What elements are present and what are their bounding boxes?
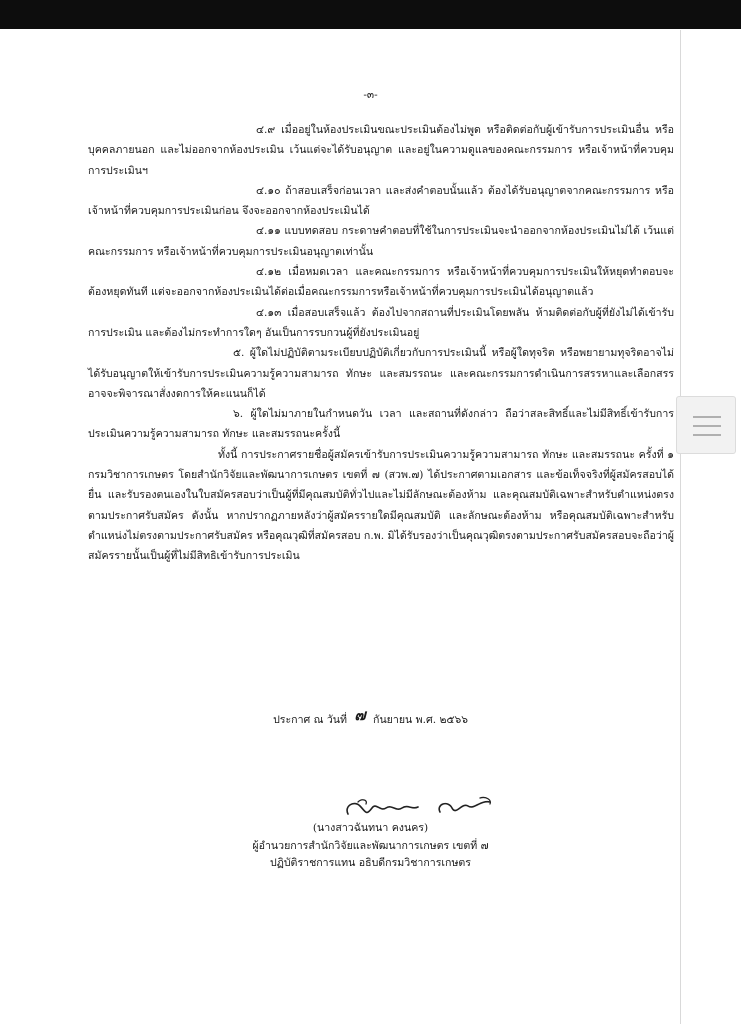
paragraph-conclusion: ทั้งนี้ การประกาศรายชื่อผู้สมัครเข้ารับการประเมินความรู้ความสามารถ ทักษะ และสมรรถนะ ครั้งที่ ๑ กรมวิชาการเกษตร โดยสำนักวิจัยและพัฒนาการเกษตร เขตที่ ๗ (สวพ.๗) ได้ประกาศตามเอกสาร และข้อเท็จจริงที่ผู้สมัครสอบได้ยื่น และรับรองตนเองในใบสมัครสอบว่าเป็นผู้ที่มีคุณสมบัติทั่วไปและไม่มีลักษณะต้องห้าม และคุณสมบัติเฉพาะสำหรับตำแหน่งตรงตามประกาศรับสมัคร ดังนั้น หากปรากฏภายหลังว่าผู้สมัครรายใดมีคุณสมบัติ และลักษณะต้องห้าม หรือคุณสมบัติเฉพาะสำหรับตำแหน่งไม่ตรงตามประกาศรับสมัคร หรือคุณวุฒิที่สมัครสอบ ก.พ. มิได้รับรองว่าเป็นคุณวุฒิตรงตามประกาศรับสมัครสอบจะถือว่าผู้สมัครรายนั้นเป็นผู้ที่ไม่มีสิทธิเข้ารับการประเมิน [88,448,674,563]
menu-bar-top [693,416,721,418]
paragraph-4-10: ๔.๑๐ ถ้าสอบเสร็จก่อนเวลา และส่งคำตอบนั้นแล้ว ต้องได้รับอนุญาตจากคณะกรรมการ หรือเจ้าหน้าที่ควบคุมการประเมินก่อน จึงจะออกจากห้องประเมินได้ [88,184,674,218]
announcement-date-suffix: กันยายน พ.ศ. ๒๕๖๖ [373,714,468,726]
viewer-top-bar [0,0,741,29]
page-edge-divider [680,30,681,1024]
paragraph-4-11: ๔.๑๑ แบบทดสอบ กระดาษคำตอบที่ใช้ในการประเมินจะนำออกจากห้องประเมินไม่ได้ เว้นแต่คณะกรรมการ หรือเจ้าหน้าที่ควบคุมการประเมินอนุญาตเท่านั้น [88,225,674,258]
document-body [88,120,674,567]
menu-bar-middle [693,425,721,427]
menu-bar-bottom [693,434,721,436]
signatory-name: (นางสาวฉันทนา คงนคร) [312,822,429,834]
announcement-date [0,706,741,730]
page-number: -๓- [363,89,378,101]
signatory-block [0,820,741,873]
signatory-acting-for: ปฏิบัติราชการแทน อธิบดีกรมวิชาการเกษตร [270,857,471,869]
paragraph-4-13: ๔.๑๓ เมื่อสอบเสร็จแล้ว ต้องไปจากสถานที่ประเมินโดยพลัน ห้ามติดต่อกับผู้ที่ยังไม่ได้เข้ารับการประเมิน และต้องไม่กระทำการใดๆ อันเป็นการรบกวนผู้ที่ยังประเมินอยู่ [88,306,674,339]
paragraph-4-9: ๔.๙ เมื่ออยู่ในห้องประเมินขณะประเมินต้องไม่พูด หรือติดต่อกับผู้เข้ารับการประเมินอื่น หรือบุคคลภายนอก และไม่ออกจากห้องประเมิน เว้นแต่จะได้รับอนุญาต และอยู่ในความดูแลของคณะกรรมการ หรือเจ้าหน้าที่ควบคุมการประเมินฯ [88,124,674,177]
announcement-day-handwritten: ๗ [354,706,366,724]
hamburger-menu-icon[interactable] [676,396,736,454]
handwritten-signature [340,794,520,820]
paragraph-5: ๕. ผู้ใดไม่ปฏิบัติตามระเบียบปฏิบัติเกี่ยวกับการประเมินนี้ หรือผู้ใดทุจริต หรือพยายามทุจริตอาจไม่ได้รับอนุญาตให้เข้ารับการประเมินความรู้ความสามารถ ทักษะ และสมรรถนะ และคณะกรรมการดำเนินการสรรหาและเลือกสรรอาจจะพิจารณาสั่งงดการให้คะแนนก็ได้ [88,347,674,400]
announcement-date-prefix: ประกาศ ณ วันที่ [273,714,347,726]
signatory-position: ผู้อำนวยการสำนักวิจัยและพัฒนาการเกษตร เขตที่ ๗ [252,839,489,852]
paragraph-6: ๖. ผู้ใดไม่มาภายในกำหนดวัน เวลา และสถานที่ดังกล่าว ถือว่าสละสิทธิ์และไม่มีสิทธิ์เข้ารับการประเมินความรู้ความสามารถ ทักษะ และสมรรถนะครั้งนี้ [88,408,674,441]
paragraph-4-12: ๔.๑๒ เมื่อหมดเวลา และคณะกรรมการ หรือเจ้าหน้าที่ควบคุมการประเมินให้หยุดทำตอบจะต้องหยุดทันที แต่จะออกจากห้องประเมินได้ต่อเมื่อคณะกรรมการหรือเจ้าหน้าที่ควบคุมการประเมินได้อนุญาตแล้ว [88,266,674,299]
